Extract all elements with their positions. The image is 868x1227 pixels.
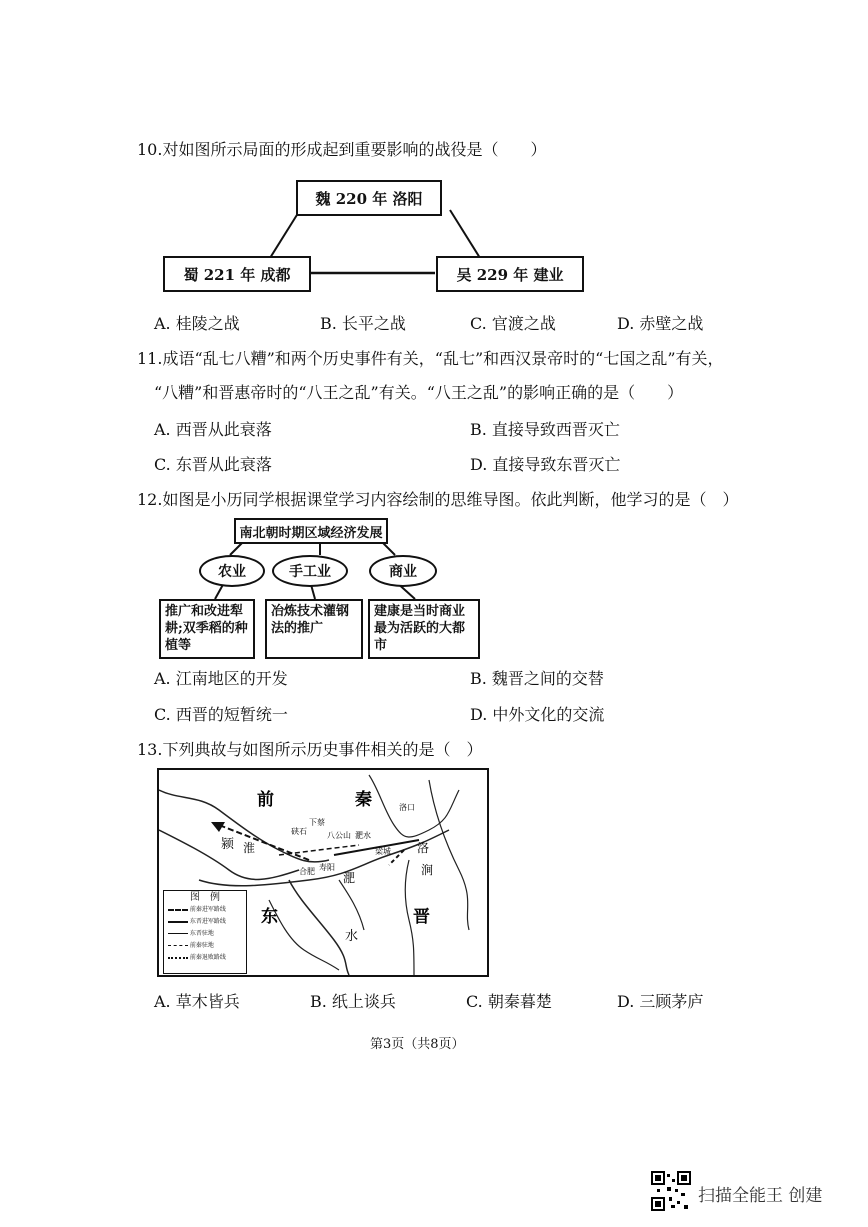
q12-option-b[interactable]: B. 魏晋之间的交替 xyxy=(470,669,604,688)
legend-text-1: 前秦进军路线 xyxy=(189,906,226,913)
map-label-luo: 洛 xyxy=(417,841,430,855)
q11-option-d[interactable]: D. 直接导致东晋灭亡 xyxy=(470,455,621,474)
legend-line-4 xyxy=(168,945,188,946)
battle-map xyxy=(157,768,489,977)
legend-item-3 xyxy=(164,928,246,940)
legend-title: 图 例 xyxy=(190,892,220,903)
legend-line-1 xyxy=(168,909,188,911)
map-label-jian: 涧 xyxy=(421,863,434,877)
map-label-place3: 寿阳 xyxy=(319,863,335,872)
map-label-place4: 八公山 xyxy=(327,831,351,840)
q12-option-d[interactable]: D. 中外文化的交流 xyxy=(470,705,605,724)
question-12-stem: 12.如图是小历同学根据课堂学习内容绘制的思维导图。依此判断，他学习的是（ ） xyxy=(137,490,739,509)
detail-agriculture: 推广和改进犁耕;双季稻的种植等 xyxy=(159,599,255,659)
q12-option-c[interactable]: C. 西晋的短暂统一 xyxy=(154,705,288,724)
map-legend xyxy=(163,890,247,974)
node-commerce: 商业 xyxy=(369,555,437,587)
detail-commerce: 建康是当时商业最为活跃的大都市 xyxy=(368,599,480,659)
map-label-dong: 东 xyxy=(261,907,278,927)
legend-text-4: 前秦驻地 xyxy=(189,942,214,949)
node-handicraft: 手工业 xyxy=(272,555,348,587)
detail-handicraft: 冶炼技术灌钢法的推广 xyxy=(265,599,363,659)
q11-option-a[interactable]: A. 西晋从此衰落 xyxy=(154,420,272,439)
map-label-place5: 淝水 xyxy=(355,831,371,840)
legend-line-2 xyxy=(168,921,188,923)
map-label-place8: 梁城 xyxy=(375,847,391,856)
page-number: 第3页（共8页） xyxy=(370,1037,465,1052)
map-label-jin: 晋 xyxy=(413,907,430,927)
qr-code-icon xyxy=(651,1171,691,1211)
q13-option-c[interactable]: C. 朝秦暮楚 xyxy=(466,992,552,1011)
q12-option-a[interactable]: A. 江南地区的开发 xyxy=(154,669,288,688)
map-label-huai: 淮 xyxy=(243,841,256,855)
q10-option-d[interactable]: D. 赤壁之战 xyxy=(617,314,704,333)
question-13-stem: 13.下列典故与如图所示历史事件相关的是（ ） xyxy=(137,740,483,759)
map-label-place1: 下蔡 xyxy=(309,818,325,827)
legend-item-2 xyxy=(164,916,246,928)
map-label-place6: 洛口 xyxy=(399,803,415,812)
legend-line-3 xyxy=(168,933,188,934)
legend-item-1 xyxy=(164,904,246,916)
map-label-qin: 秦 xyxy=(355,790,372,810)
question-10-stem: 10.对如图所示局面的形成起到重要影响的战役是（ ） xyxy=(137,140,547,159)
map-label-place7: 合肥 xyxy=(299,867,315,876)
map-label-ying: 颍 xyxy=(221,837,235,852)
map-label-place2: 硖石 xyxy=(291,827,307,836)
box-wei: 魏 220 年 洛阳 xyxy=(296,180,442,216)
question-11-stem-line1: 11.成语“乱七八糟”和两个历史事件有关，“乱七”和西汉景帝时的“七国之乱”有关， xyxy=(137,349,724,368)
q10-option-b[interactable]: B. 长平之战 xyxy=(320,314,406,333)
q10-option-a[interactable]: A. 桂陵之战 xyxy=(154,314,240,333)
question-11-stem-line2: “八糟”和晋惠帝时的“八王之乱”有关。“八王之乱”的影响正确的是（ ） xyxy=(154,383,684,402)
node-agriculture: 农业 xyxy=(199,555,265,587)
q11-option-b[interactable]: B. 直接导致西晋灭亡 xyxy=(470,420,620,439)
q13-option-b[interactable]: B. 纸上谈兵 xyxy=(310,992,396,1011)
q11-option-c[interactable]: C. 东晋从此衰落 xyxy=(154,455,272,474)
legend-text-3: 东晋驻地 xyxy=(189,930,214,937)
legend-item-4 xyxy=(164,940,246,952)
watermark-text: 扫描全能王 创建 xyxy=(698,1186,823,1206)
q13-option-d[interactable]: D. 三顾茅庐 xyxy=(617,992,704,1011)
q10-option-c[interactable]: C. 官渡之战 xyxy=(470,314,556,333)
q13-option-a[interactable]: A. 草木皆兵 xyxy=(154,992,240,1011)
box-shu: 蜀 221 年 成都 xyxy=(163,256,311,292)
legend-item-5 xyxy=(164,952,246,964)
legend-text-2: 东晋进军路线 xyxy=(189,918,226,925)
map-label-shui: 水 xyxy=(345,929,359,944)
legend-text-5: 前秦退败路线 xyxy=(189,954,226,961)
legend-line-5 xyxy=(168,957,188,959)
map-label-fei: 淝 xyxy=(343,871,356,885)
mindmap-title: 南北朝时期区域经济发展 xyxy=(234,518,388,544)
map-label-qian: 前 xyxy=(257,790,274,810)
box-wu: 吴 229 年 建业 xyxy=(436,256,584,292)
